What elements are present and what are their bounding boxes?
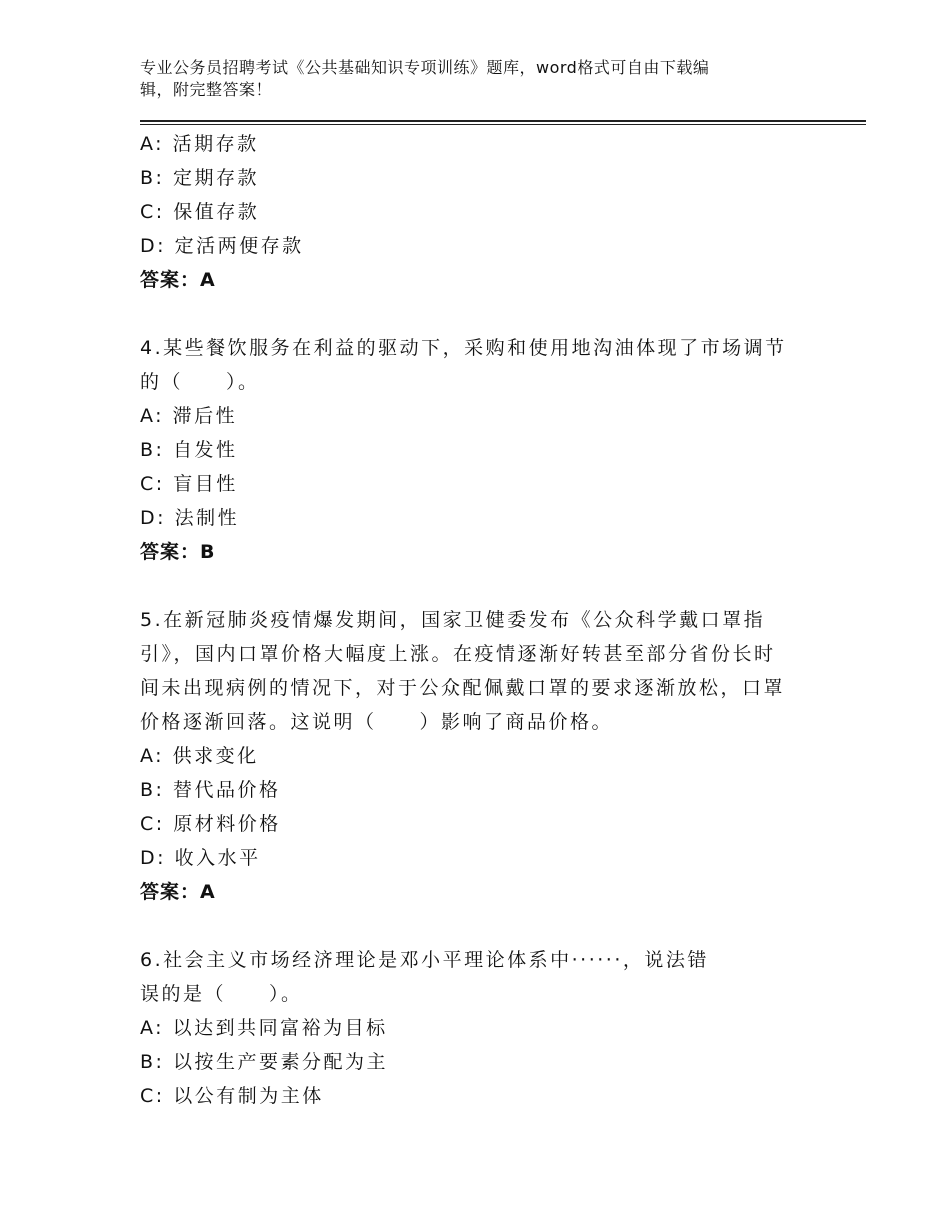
spacer <box>140 909 800 943</box>
option-c: C: 以公有制为主体 <box>140 1085 324 1107</box>
option-d: D: 法制性 <box>140 507 240 529</box>
option-d: D: 定活两便存款 <box>140 235 304 257</box>
question-stem-line: 间未出现病例的情况下，对于公众配佩戴口罩的要求逐渐放松，口罩 <box>140 677 786 699</box>
question-stem-line: 价格逐渐回落。这说明（ ）影响了商品价格。 <box>140 711 614 733</box>
header-line-1: 专业公务员招聘考试《公共基础知识专项训练》题库，word格式可自由下载编 <box>140 58 710 77</box>
header-divider <box>140 120 866 122</box>
answer-label: 答案：A <box>140 269 216 291</box>
option-c: C: 原材料价格 <box>140 813 281 835</box>
answer-label: 答案：A <box>140 881 216 903</box>
header-divider-thin <box>140 124 866 125</box>
spacer <box>140 297 800 331</box>
question-6 <box>140 943 800 1113</box>
question-4 <box>140 331 800 569</box>
option-b: B: 自发性 <box>140 439 238 461</box>
option-d: D: 收入水平 <box>140 847 261 869</box>
question-stem-line: 引》，国内口罩价格大幅度上涨。在疫情逐渐好转甚至部分省份长时 <box>140 643 776 665</box>
question-stem-line: 的（ ）。 <box>140 371 260 393</box>
question-stem-line: 5.在新冠肺炎疫情爆发期间，国家卫健委发布《公众科学戴口罩指 <box>140 609 766 631</box>
question-5 <box>140 603 800 909</box>
question-stem-line: 误的是（ ）。 <box>140 983 303 1005</box>
document-header <box>140 57 790 101</box>
option-c: C: 盲目性 <box>140 473 238 495</box>
option-b: B: 替代品价格 <box>140 779 281 801</box>
option-b: B: 以按生产要素分配为主 <box>140 1051 388 1073</box>
option-b: B: 定期存款 <box>140 167 259 189</box>
option-a: A: 供求变化 <box>140 745 259 767</box>
option-a: A: 活期存款 <box>140 133 259 155</box>
question-stem-line: 4.某些餐饮服务在利益的驱动下，采购和使用地沟油体现了市场调节 <box>140 337 787 359</box>
question-stem-line: 6.社会主义市场经济理论是邓小平理论体系中······，说法错 <box>140 949 709 971</box>
question-3-options <box>140 127 800 297</box>
answer-label: 答案：B <box>140 541 216 563</box>
option-a: A: 以达到共同富裕为目标 <box>140 1017 388 1039</box>
header-line-2: 辑，附完整答案！ <box>140 80 273 99</box>
question-content <box>140 127 800 1113</box>
spacer <box>140 569 800 603</box>
option-c: C: 保值存款 <box>140 201 260 223</box>
option-a: A: 滞后性 <box>140 405 238 427</box>
